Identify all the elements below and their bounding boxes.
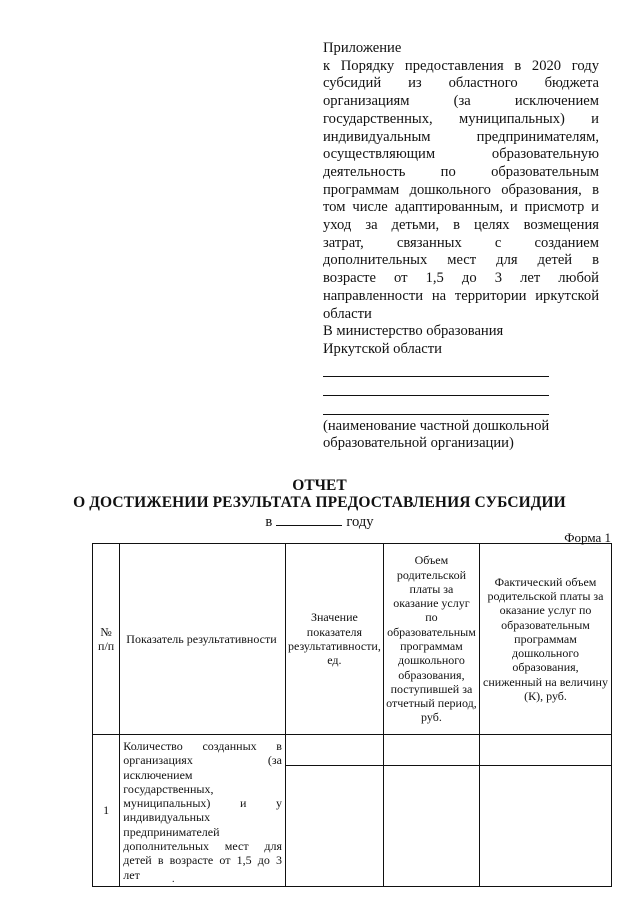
actual-fee-cell[interactable] — [480, 735, 612, 766]
blank-line — [323, 381, 549, 396]
organization-caption: (наименование частной дошкольной — [323, 417, 550, 434]
annex-line: том числе адаптированным, и присмотр и — [323, 199, 599, 216]
header-actual-fee: Фактический объем родительской платы за оказание услуг по образовательным программам дошкольного образования, сниженный на величину (К), руб. — [480, 544, 612, 735]
addressee-line-1: В министерство образования — [323, 323, 504, 340]
annex-line: направленности на территории иркутской — [323, 287, 599, 304]
blank-line — [323, 362, 549, 377]
parent-fee-cell[interactable] — [383, 765, 479, 886]
year-suffix: году — [346, 514, 374, 530]
annex-line: к Порядку предоставления в 2020 году — [323, 57, 599, 74]
header-value: Значение показателя результативности, ед. — [285, 544, 383, 735]
year-blank — [276, 513, 342, 526]
year-prefix: в — [265, 514, 273, 530]
addressee-line-2: Иркутской области — [323, 340, 442, 357]
annex-line: области — [323, 305, 372, 322]
report-subtitle: О ДОСТИЖЕНИИ РЕЗУЛЬТАТА ПРЕДОСТАВЛЕНИЯ СУБСИДИИ — [73, 494, 566, 511]
annex-line: дополнительных мест для детей в — [323, 252, 599, 269]
annex-line: деятельность по образовательным — [323, 163, 599, 180]
annex-line: затрат, связанных с созданием — [323, 234, 599, 251]
annex-block — [323, 40, 599, 453]
report-table — [92, 543, 612, 887]
annex-line: индивидуальным предпринимателям, — [323, 128, 599, 145]
table-row — [93, 735, 612, 766]
annex-title: Приложение — [323, 40, 402, 56]
value-cell[interactable] — [285, 735, 383, 766]
annex-line: уход за детьми, в целях возмещения — [323, 217, 599, 234]
form-label: Форма 1 — [564, 530, 611, 545]
annex-line: осуществляющим образовательную — [323, 146, 599, 163]
annex-line: программам дошкольного образования, в — [323, 181, 599, 198]
header-num: № п/п — [93, 544, 120, 735]
table-header-row — [93, 544, 612, 735]
row-num: 1 — [93, 735, 120, 887]
blank-line — [323, 400, 549, 415]
report-title: ОТЧЕТ — [292, 477, 347, 494]
value-cell[interactable] — [285, 765, 383, 886]
annex-line: организациям (за исключением — [323, 93, 599, 110]
annex-line: субсидий из областного бюджета — [323, 75, 599, 92]
header-indicator: Показатель результативности — [120, 544, 286, 735]
annex-line: возрасте от 1,5 до 3 лет любой — [323, 270, 599, 287]
annex-line: государственных, муниципальных) и — [323, 110, 599, 127]
footer-mark: . — [172, 874, 175, 885]
parent-fee-cell[interactable] — [383, 735, 479, 766]
report-year-line — [0, 513, 639, 531]
organization-caption: образовательной организации) — [323, 435, 514, 452]
header-parent-fee: Объем родительской платы за оказание услуг по образовательным программам дошкольного образования, поступившей за отчетный период, руб. — [383, 544, 479, 735]
row-indicator: Количество созданных в организациях (за исключением государственных, муниципальных) и у индивидуальных предпринимателей дополнительных мест для детей в возрасте от 1,5 до 3 лет — [120, 735, 286, 887]
actual-fee-cell[interactable] — [480, 765, 612, 886]
